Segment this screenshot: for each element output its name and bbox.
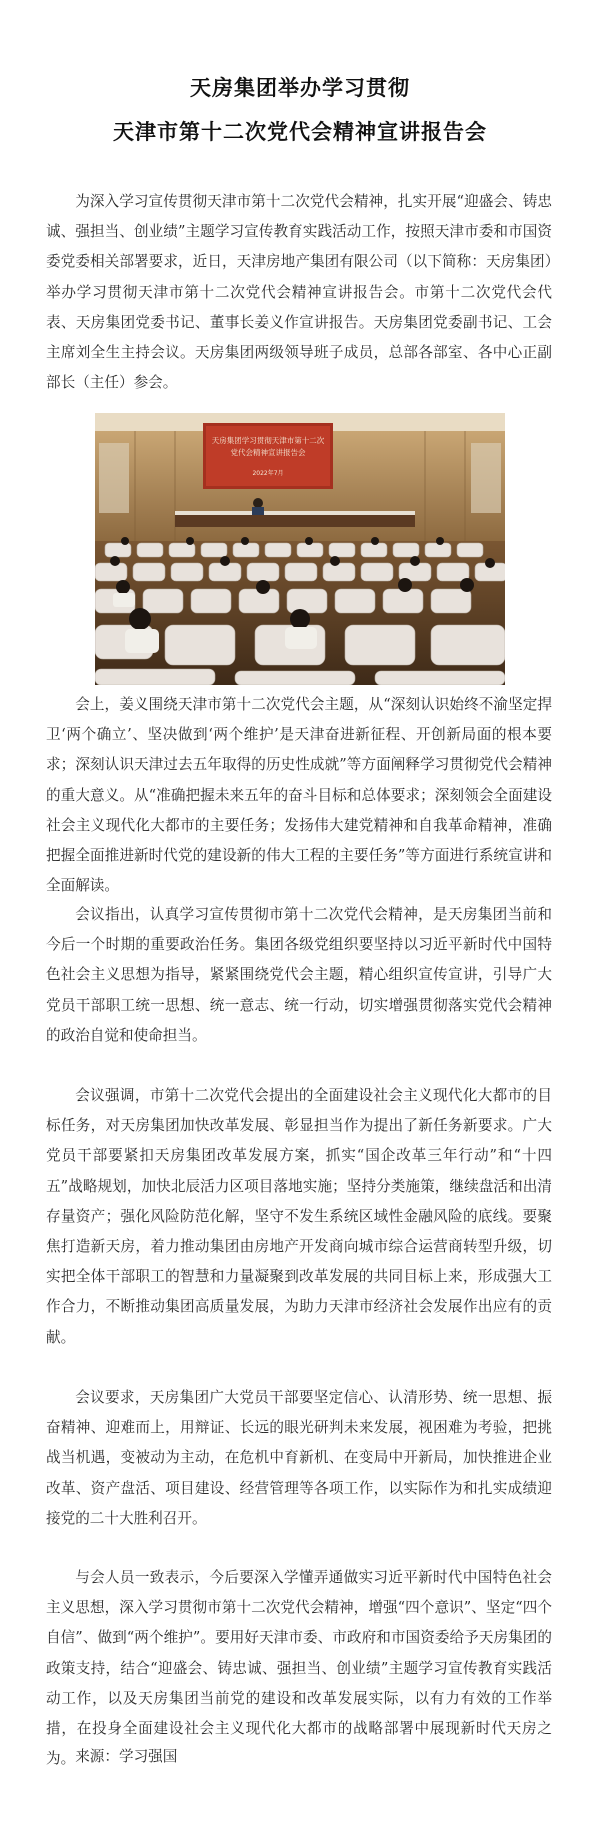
paragraph-meeting-required: 会议要求，天房集团广大党员干部要坚定信心、认清形势、统一思想、振奋精神、迎难而上，用辩证、长远的眼光研判未来发展，视困难为考验，把挑战当机遇，变被动为主动，在危机中育新机、在变局中开新局，加快推进企业改革、资产盘活、项目建设、经营管理等各项工作，以实际作为和扎实成绩迎接党的二十大胜利召开。 <box>46 1389 552 1527</box>
paragraph-attendees: 与会人员一致表示，今后要深入学懂弄通做实习近平新时代中国特色社会主义思想，深入学习贯彻市第十二次党代会精神，增强“四个意识”、坚定“四个自信”、做到“两个维护”。要用好天津市委、市政府和市国资委给予天房集团的政策支持，结合“迎盛会、铸忠诚、强担当、创业绩”主题学习宣传教育实践活动工作，以及天房集团当前党的建设和改革发展实际，以有力有效的工作举措，在投身全面建设社会主义现代化大都市的战略部署中展现新时代天房之为。 <box>46 1569 552 1768</box>
meeting-photo <box>95 413 505 685</box>
article-title-line1: 天房集团举办学习贯彻 <box>190 75 410 100</box>
screen-text-line1: 天房集团学习贯彻天津市第十二次 <box>211 436 325 445</box>
paragraph-meeting-pointed-out: 会议指出，认真学习宣传贯彻市第十二次党代会精神，是天房集团当前和今后一个时期的重要政治任务。集团各级党组织要坚持以习近平新时代中国特色社会主义思想为指导，紧紧围绕党代会主题，精心组织宣传宣讲，引导广大党员干部职工统一思想、统一意志、统一行动，切实增强贯彻落实党代会精神的政治自觉和使命担当。 <box>46 906 552 1044</box>
screen-text-line2: 党代会精神宣讲报告会 <box>230 448 306 457</box>
paragraph-meeting-emphasized: 会议强调，市第十二次党代会提出的全面建设社会主义现代化大都市的目标任务，对天房集团加快改革发展、彰显担当作为提出了新任务新要求。广大党员干部要紧扣天房集团改革发展方案，抓实“国企改革三年行动”和“十四五”战略规划，加快北辰活力区项目落地实施；坚持分类施策，继续盘活和出清存量资产；强化风险防范化解，坚守不发生系统区域性金融风险的底线。要聚焦打造新天房，着力推动集团由房地产开发商向城市综合运营商转型升级，切实把全体干部职工的智慧和力量凝聚到改革发展的共同目标上来，形成强大工作合力，不断推动集团高质量发展，为助力天津市经济社会发展作出应有的贡献。 <box>46 1087 552 1346</box>
paragraph-intro: 为深入学习宣传贯彻天津市第十二次党代会精神，扎实开展“迎盛会、铸忠诚、强担当、创业绩”主题学习宣传教育实践活动工作，按照天津市委和市国资委党委相关部署要求，近日，天津房地产集团有限公司（以下简称：天房集团）举办学习贯彻天津市第十二次党代会精神宣讲报告会。市第十二次党代会代表、天房集团党委书记、董事长姜义作宣讲报告。天房集团党委副书记、工会主席刘全生主持会议。天房集团两级领导班子成员，总部各部室、各中心正副部长（主任）参会。 <box>46 193 552 392</box>
podium-table <box>175 513 415 527</box>
article-title-line2: 天津市第十二次党代会精神宣讲报告会 <box>113 119 487 144</box>
paragraph-speech: 会上，姜义围绕天津市第十二次党代会主题，从“深刻认识始终不渝坚定捍卫‘两个确立’、坚决做到‘两个维护’是天津奋进新征程、开创新局面的根本要求；深刻认识天津过去五年取得的历史性成就”等方面阐释学习贯彻党代会精神的重大意义。从“准确把握未来五年的奋斗目标和总体要求；深刻领会全面建设社会主义现代化大都市的主要任务；发扬伟大建党精神和自我革命精神，准确把握全面推进新时代党的建设新的伟大工程的主要任务”等方面进行系统宣讲和全面解读。 <box>46 696 552 895</box>
screen-text-line3: 2022年7月 <box>252 470 284 477</box>
source-line: 来源：学习强国 <box>75 1748 178 1765</box>
